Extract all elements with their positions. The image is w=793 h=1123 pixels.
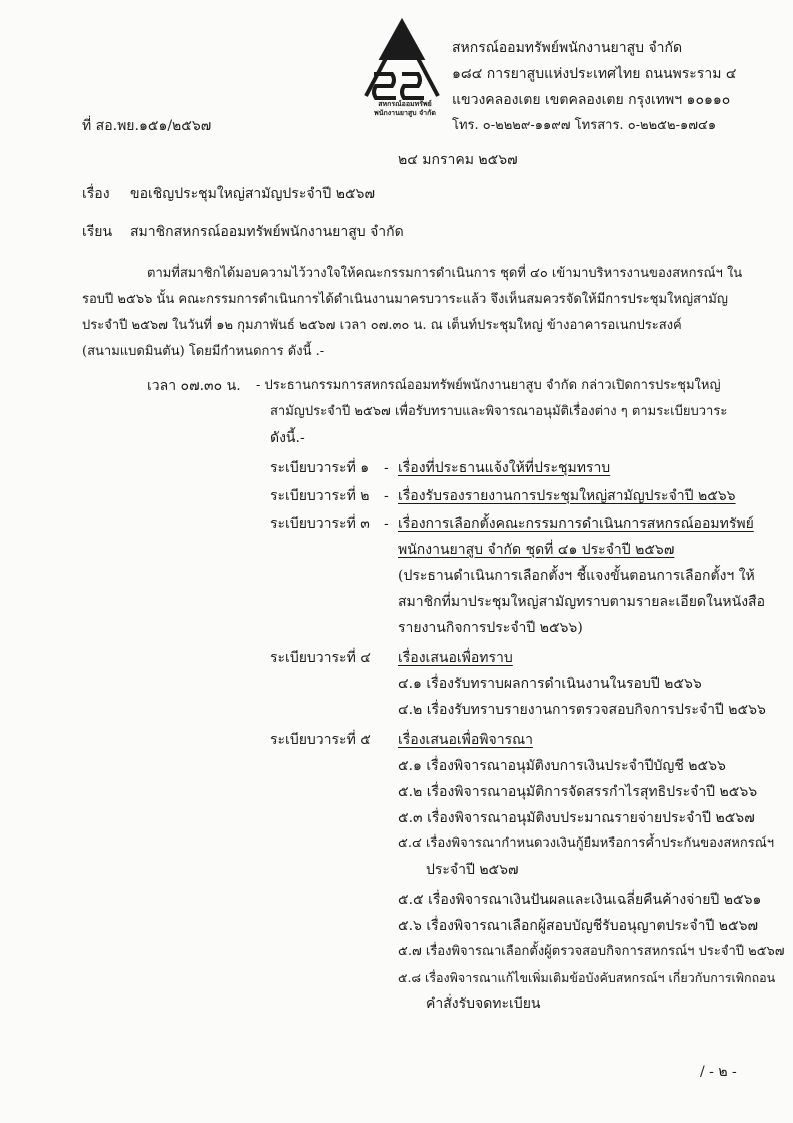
agenda-3-note-line1: (ประธานดำเนินการเลือกตั้งฯ ชี้แจงขั้นตอนการเลือกตั้งฯ ให้ [398,568,755,584]
opening-line-2: สามัญประจำปี ๒๕๖๗ เพื่อรับทราบและพิจารณาอนุมัติเรื่องต่าง ๆ ตามระเบียบวาระ [270,404,728,419]
agenda-5-item-2: ๕.๒ เรื่องพิจารณาอนุมัติการจัดสรรกำไรสุทธิประจำปี ๒๕๖๖ [398,784,758,800]
subject-text: ขอเชิญประชุมใหญ่สามัญประจำปี ๒๕๖๗ [130,186,375,202]
agenda-2-title: เรื่องรับรองรายงานการประชุมใหญ่สามัญประจำปี ๒๕๖๖ [398,488,736,504]
opening-line-1: - ประธานกรรมการสหกรณ์ออมทรัพย์พนักงานยาสูบ จำกัด กล่าวเปิดการประชุมใหญ่ [256,378,721,393]
subject-label: เรื่อง [82,186,110,202]
body-line-2: รอบปี ๒๕๖๖ นั้น คณะกรรมการดำเนินการได้ดำเนินงานมาครบวาระแล้ว จึงเห็นสมควรจัดให้มีการประชุมใหญ่สามัญ [82,292,728,307]
schedule-time: เวลา ๐๗.๓๐ น. [147,378,241,394]
agenda-4-item-1: ๔.๑ เรื่องรับทราบผลการดำเนินงานในรอบปี ๒๕๖๖ [398,676,702,692]
to-text: สมาชิกสหกรณ์ออมทรัพย์พนักงานยาสูบ จำกัด [130,224,404,240]
agenda-5-item-7: ๕.๗ เรื่องพิจารณาเลือกตั้งผู้ตรวจสอบกิจการสหกรณ์ฯ ประจำปี ๒๕๖๗ [398,944,785,959]
body-line-1: ตามที่สมาชิกได้มอบความไว้วางใจให้คณะกรรมการดำเนินการ ชุดที่ ๔๐ เข้ามาบริหารงานของสหกรณ์ฯ ใน [147,266,743,281]
agenda-3-label: ระเบียบวาระที่ ๓ [270,516,370,532]
org-name: สหกรณ์ออมทรัพย์พนักงานยาสูบ จำกัด [452,40,683,56]
logo-caption-line1: สหกรณ์ออมทรัพย์ [378,100,432,108]
opening-line-3: ดังนี้.- [270,430,305,446]
agenda-5-item-4-line2: ประจำปี ๒๕๖๗ [426,862,519,878]
document-page: สหกรณ์ออมทรัพย์ พนักงานยาสูบ จำกัด สหกรณ์ออมทรัพย์พนักงานยาสูบ จำกัด ๑๘๔ การยาสูบแห่งประเทศไทย ถนนพระราม ๔ แขวงคลองเตย เขตคลองเตย กรุงเทพฯ ๑๐๑๑๐ โทร. ๐-๒๒๒๙-๑๑๙๗ โทรสาร. ๐-๒๒๕๒-๑๗๔๑ ที่ สอ.พย.๑๕๑/๒๕๖๗ ๒๔ มกราคม ๒๕๖๗ เรื่อง ขอเชิญประชุมใหญ่สามัญประจำปี ๒๕๖๗ เรียน สมาชิกสหกรณ์ออมทรัพย์พนักงานยาสูบ จำกัด ตามที่สมาชิกได้มอบความไว้วางใจให้คณะกรรมการดำเนินการ ชุดที่ ๔๐ เข้ามาบริหารงานของสหกรณ์ฯ ใน รอบปี ๒๕๖๖ นั้น คณะกรรมการดำเนินการได้ดำเนินงานมาครบวาระแล้ว จึงเห็นสมควรจัดให้มีการประชุมใหญ่สามัญ ประจำปี ๒๕๖๗ ในวันที่ ๑๒ กุมภาพันธ์ ๒๕๖๗ เวลา ๐๗.๓๐ น. ณ เต็นท์ประชุมใหญ่ ข้างอาคารอเนกประสงค์ (สนามแบดมินตัน) โดยมีกำหนดการ ดังนี้ .- เวลา ๐๗.๓๐ น. - ประธานกรรมการสหกรณ์ออมทรัพย์พนักงานยาสูบ จำกัด กล่าวเปิดการประชุมใหญ่ สามัญประจำปี ๒๕๖๗ เพื่อรับทราบและพิจารณาอนุมัติเรื่องต่าง ๆ ตามระเบียบวาระ ดังนี้.- ระเบียบวาระที่ ๑ - เรื่องที่ประธานแจ้งให้ที่ประชุมทราบ ระเบียบวาระที่ ๒ - เรื่องรับรองรายงานการประชุมใหญ่สามัญประจำปี ๒๕๖๖ ระเบียบวาระที่ ๓ - เรื่องการเลือกตั้งคณะกรรมการดำเนินการสหกรณ์ออมทรัพย์ พนักงานยาสูบ จำกัด ชุดที่ ๔๑ ประจำปี ๒๕๖๗ (ประธานดำเนินการเลือกตั้งฯ ชี้แจงขั้นตอนการเลือกตั้งฯ ให้ สมาชิกที่มาประชุมใหญ่สามัญทราบตามรายละเอียดในหนังสือ รายงานกิจการประจำปี ๒๕๖๖) ระเบียบวาระที่ ๔ เรื่องเสนอเพื่อทราบ ๔.๑ เรื่องรับทราบผลการดำเนินงานในรอบปี ๒๕๖๖ ๔.๒ เรื่องรับทราบรายงานการตรวจสอบกิจการประจำปี ๒๕๖๖ ระเบียบวาระที่ ๕ เรื่องเสนอเพื่อพิจารณา ๕.๑ เรื่องพิจารณาอนุมัติงบการเงินประจำปีบัญชี ๒๕๖๖ ๕.๒ เรื่องพิจารณาอนุมัติการจัดสรรกำไรสุทธิประจำปี ๒๕๖๖ ๕.๓ เรื่องพิจารณาอนุมัติงบประมาณรายจ่ายประจำปี ๒๕๖๗ ๕.๔ เรื่องพิจารณากำหนดวงเงินกู้ยืมหรือการค้ำประกันของสหกรณ์ฯ ประจำปี ๒๕๖๗ ๕.๕ เรื่องพิจารณาเงินปันผลและเงินเฉลี่ยคืนค้างจ่ายปี ๒๕๖๑ ๕.๖ เรื่องพิจารณาเลือกผู้สอบบัญชีรับอนุญาตประจำปี ๒๕๖๗ ๕.๗ เรื่องพิจารณาเลือกตั้งผู้ตรวจสอบกิจการสหกรณ์ฯ ประจำปี ๒๕๖๗ ๕.๘ เรื่องพิจารณาแก้ไขเพิ่มเติมข้อบังคับสหกรณ์ฯ เกี่ยวกับการเพิกถอน คำสั่งรับจดทะเบียน / - ๒ - [0,0,793,1123]
agenda-4-title: เรื่องเสนอเพื่อทราบ [398,650,513,666]
to-label: เรียน [82,224,113,240]
org-address-line2: แขวงคลองเตย เขตคลองเตย กรุงเทพฯ ๑๐๑๑๐ [452,92,731,108]
agenda-3-note-line2: สมาชิกที่มาประชุมใหญ่สามัญทราบตามรายละเอียดในหนังสือ [398,594,765,610]
agenda-5-item-6: ๕.๖ เรื่องพิจารณาเลือกผู้สอบบัญชีรับอนุญาตประจำปี ๒๕๖๗ [398,918,759,934]
agenda-1-label: ระเบียบวาระที่ ๑ [270,460,370,476]
agenda-3-note-line3: รายงานกิจการประจำปี ๒๕๖๖) [398,620,583,636]
logo-caption [360,100,450,118]
org-address-line1: ๑๘๔ การยาสูบแห่งประเทศไทย ถนนพระราม ๔ [452,66,737,82]
document-date: ๒๔ มกราคม ๒๕๖๗ [398,152,518,168]
agenda-5-label: ระเบียบวาระที่ ๕ [270,732,371,748]
agenda-5-item-3: ๕.๓ เรื่องพิจารณาอนุมัติงบประมาณรายจ่ายประจำปี ๒๕๖๗ [398,810,755,826]
agenda-3-title-line2: พนักงานยาสูบ จำกัด ชุดที่ ๔๑ ประจำปี ๒๕๖๗ [398,542,675,558]
logo-caption-line2: พนักงานยาสูบ จำกัด [374,109,436,117]
org-contact: โทร. ๐-๒๒๒๙-๑๑๙๗ โทรสาร. ๐-๒๒๕๒-๑๗๔๑ [452,118,717,133]
agenda-5-title: เรื่องเสนอเพื่อพิจารณา [398,732,533,748]
agenda-3-title-line1: เรื่องการเลือกตั้งคณะกรรมการดำเนินการสหกรณ์ออมทรัพย์ [398,516,754,532]
agenda-1-title: เรื่องที่ประธานแจ้งให้ที่ประชุมทราบ [398,460,611,476]
agenda-5-item-4-line1: ๕.๔ เรื่องพิจารณากำหนดวงเงินกู้ยืมหรือการค้ำประกันของสหกรณ์ฯ [398,836,775,851]
next-page-marker: / - ๒ - [700,1064,737,1080]
agenda-5-item-8-line1: ๕.๘ เรื่องพิจารณาแก้ไขเพิ่มเติมข้อบังคับสหกรณ์ฯ เกี่ยวกับการเพิกถอน [398,970,776,985]
agenda-5-item-1: ๕.๑ เรื่องพิจารณาอนุมัติงบการเงินประจำปีบัญชี ๒๕๖๖ [398,758,726,774]
body-line-3: ประจำปี ๒๕๖๗ ในวันที่ ๑๒ กุมภาพันธ์ ๒๕๖๗ เวลา ๐๗.๓๐ น. ณ เต็นท์ประชุมใหญ่ ข้างอาคารอเนกประสงค์ [82,318,682,333]
reference-number: ที่ สอ.พย.๑๕๑/๒๕๖๗ [82,118,212,134]
agenda-4-label: ระเบียบวาระที่ ๔ [270,650,371,666]
agenda-5-item-5: ๕.๕ เรื่องพิจารณาเงินปันผลและเงินเฉลี่ยคืนค้างจ่ายปี ๒๕๖๑ [398,892,762,908]
agenda-5-item-8-line2: คำสั่งรับจดทะเบียน [426,996,541,1012]
body-line-4: (สนามแบดมินตัน) โดยมีกำหนดการ ดังนี้ .- [82,344,325,359]
agenda-4-item-2: ๔.๒ เรื่องรับทราบรายงานการตรวจสอบกิจการประจำปี ๒๕๖๖ [398,702,766,718]
agenda-2-label: ระเบียบวาระที่ ๒ [270,488,370,504]
